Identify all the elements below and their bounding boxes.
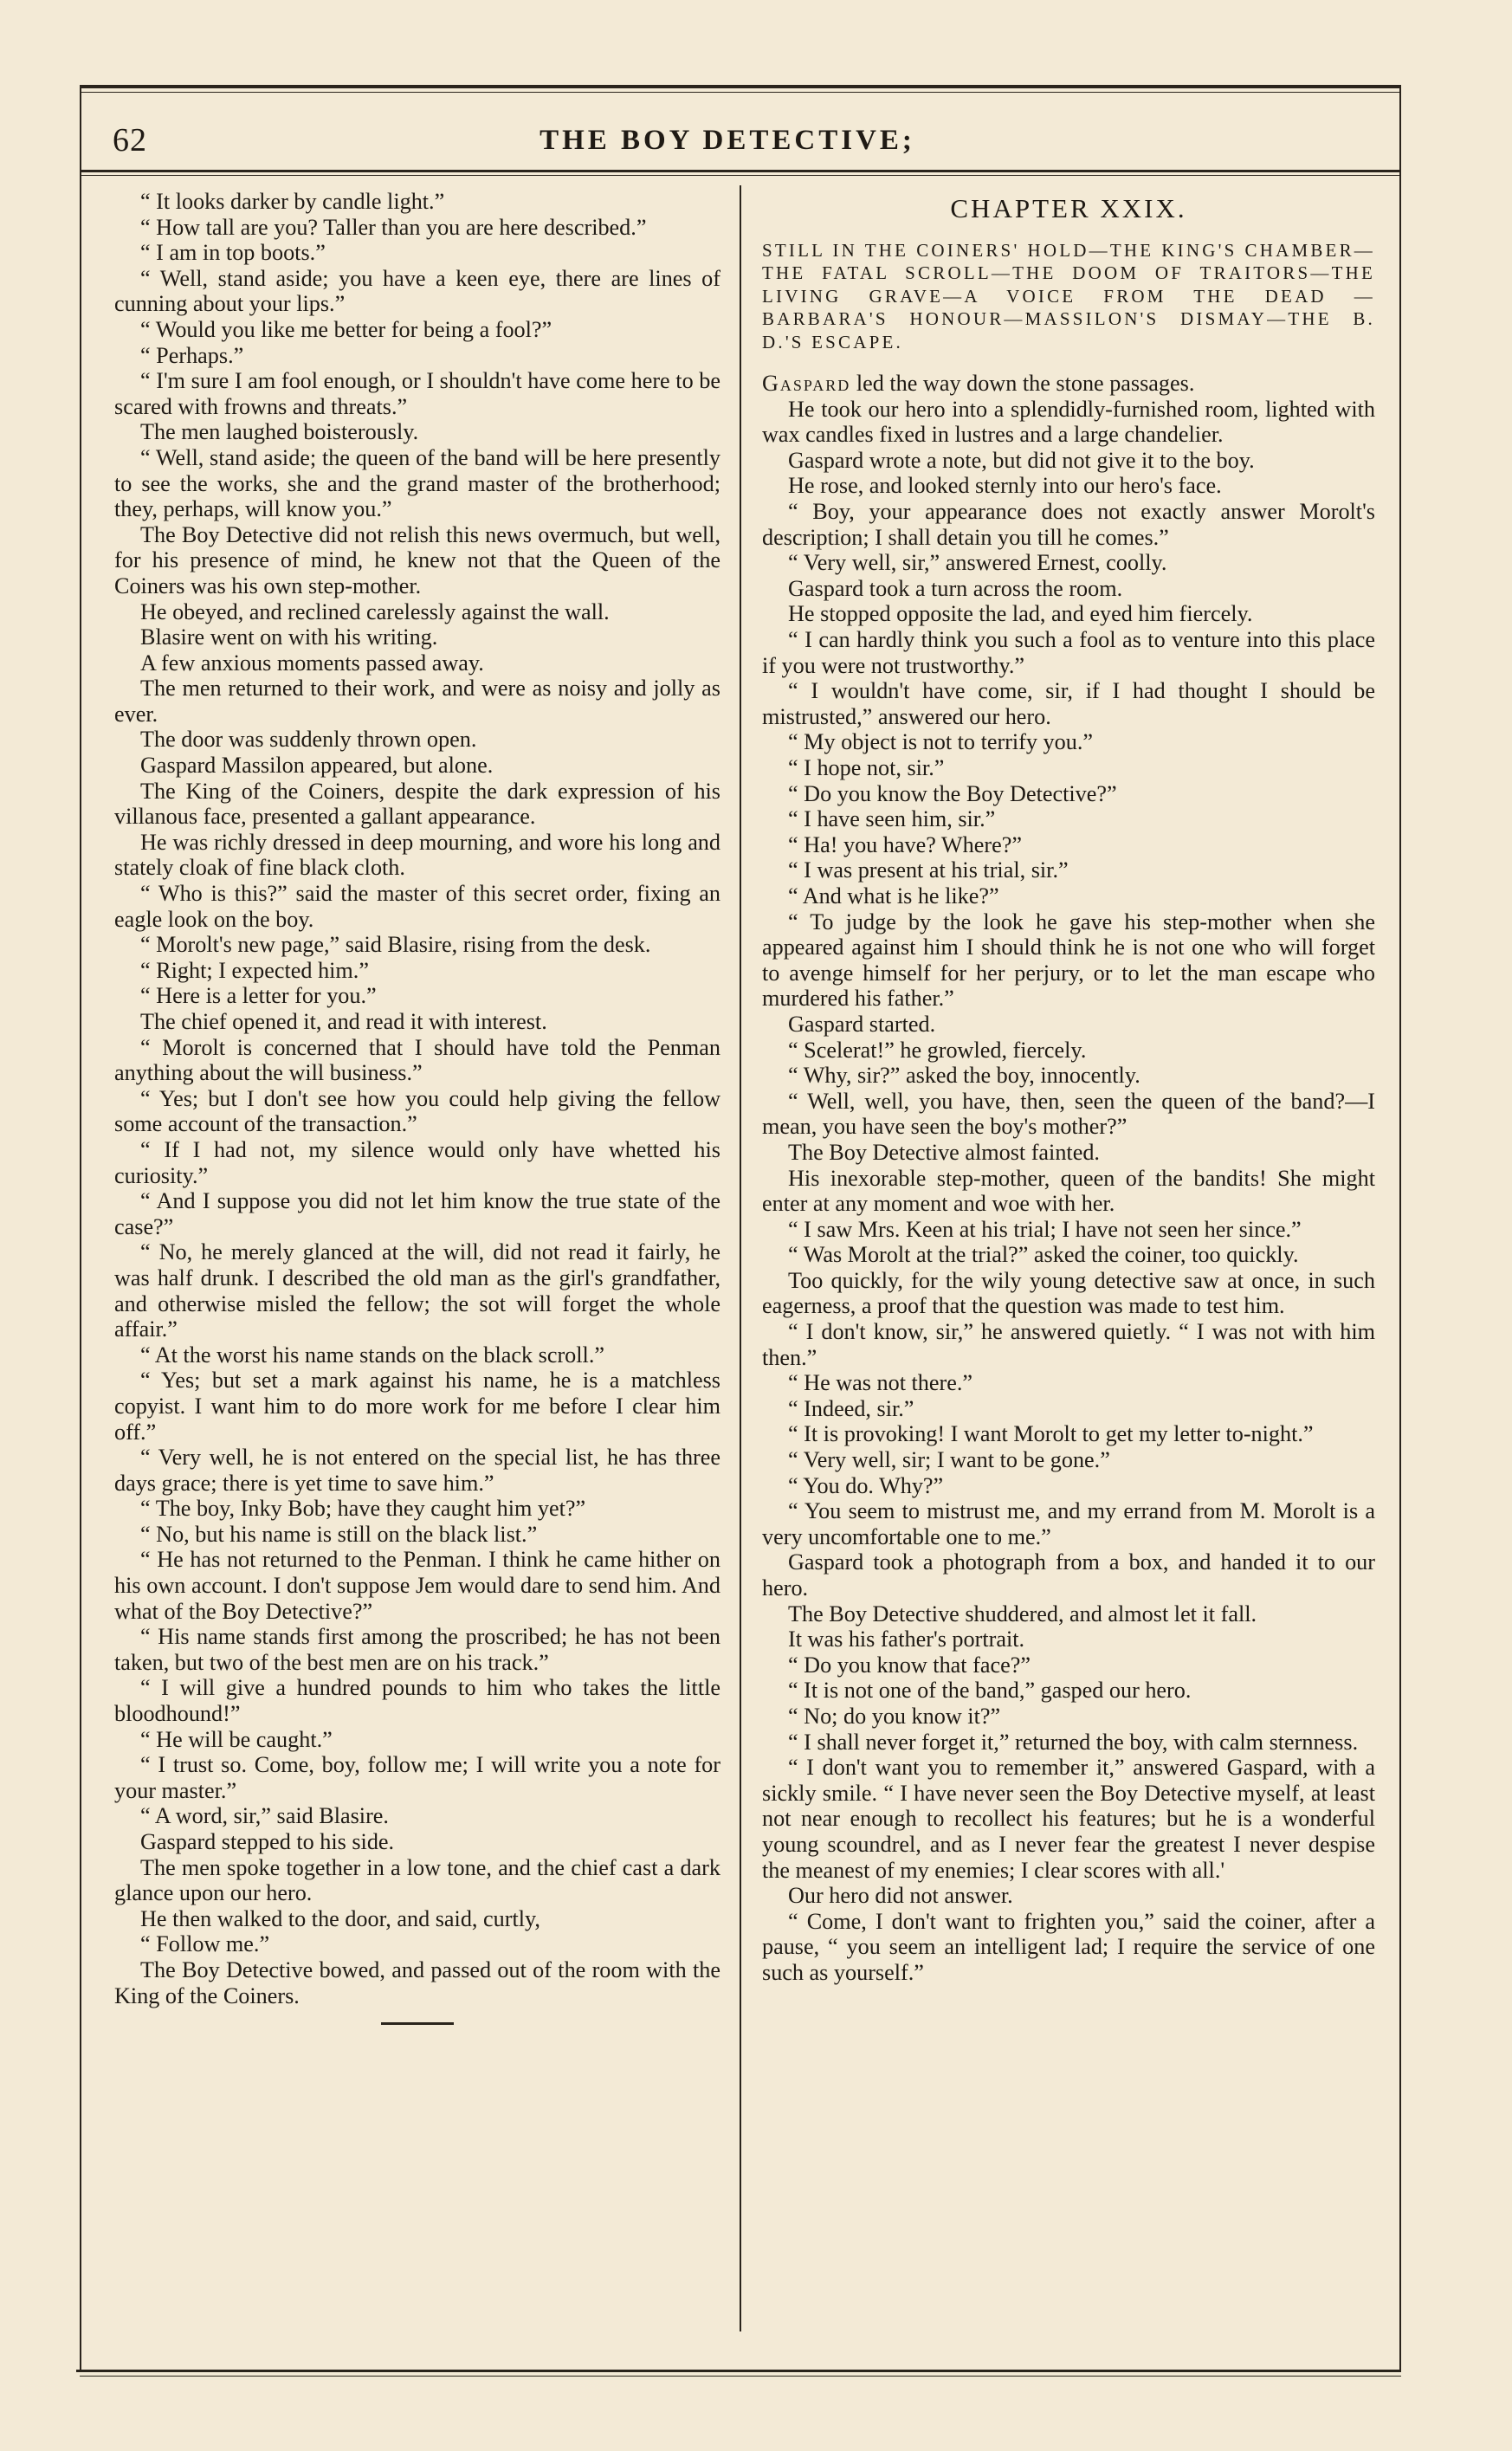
- paragraph: “ I was present at his trial, sir.”: [788, 857, 1069, 883]
- paragraph: “ How tall are you? Taller than you are here described.”: [140, 214, 647, 240]
- paragraph: “ Scelerat!” he growled, fiercely.: [788, 1037, 1087, 1063]
- paragraph: “ It looks darker by candle light.”: [140, 189, 445, 214]
- column-divider: [740, 185, 741, 2331]
- header-rule: [80, 170, 1401, 172]
- paragraph: “ Here is a letter for you.”: [140, 983, 377, 1009]
- paragraph: “ Who is this?” said the master of this secret order, fixing an eagle look on the boy.: [114, 881, 720, 932]
- paragraph: He rose, and looked sternly into our hero's face.: [788, 473, 1222, 499]
- paragraph: Gaspard started.: [788, 1011, 936, 1037]
- paragraph: The men laughed boisterously.: [140, 419, 419, 445]
- paragraph: “ I'm sure I am fool enough, or I shouldn't have come here to be scared with frowns and threats.”: [114, 368, 720, 419]
- paragraph: “ Follow me.”: [140, 1931, 270, 1957]
- paragraph: “ Very well, sir,” answered Ernest, coolly.: [788, 550, 1167, 576]
- paragraph: “ To judge by the look he gave his step-mother when she appeared against him I should think he is not one who will forget to avenge himself for her perjury, or to let the man escape who murdered his father.”: [762, 909, 1375, 1012]
- header-rule-thin: [80, 175, 1401, 176]
- paragraph: “ A word, sir,” said Blasire.: [140, 1803, 389, 1829]
- paragraph: Blasire went on with his writing.: [140, 624, 438, 650]
- paragraph: His inexorable step-mother, queen of the bandits! She might enter at any moment and woe with her.: [762, 1165, 1375, 1217]
- paragraph: “ Yes; but I don't see how you could help giving the fellow some account of the transaction.”: [114, 1085, 720, 1137]
- paragraph: “ Morolt's new page,” said Blasire, rising from the desk.: [140, 932, 651, 958]
- paragraph: “ No, he merely glanced at the will, did not read it fairly, he was half drunk. I described the old man as the girl's grandfather, and otherwise misled the fellow; the sot will forget the whole affair.”: [114, 1239, 720, 1342]
- paragraph: “ Was Morolt at the trial?” asked the coiner, too quickly.: [788, 1242, 1299, 1268]
- paragraph: “ I can hardly think you such a fool as to venture into this place if you were not trustworthy.”: [762, 627, 1375, 678]
- paragraph: “ Boy, your appearance does not exactly answer Morolt's description; I shall detain you till he comes.”: [762, 499, 1375, 550]
- right-column: [762, 192, 1375, 1986]
- paragraph: “ I don't know, sir,” he answered quietly. “ I was not with him then.”: [762, 1319, 1375, 1370]
- paragraph: “ He has not returned to the Penman. I think he came hither on his own account. I don't suppose Jem would dare to send him. And what of the Boy Detective?”: [114, 1547, 720, 1624]
- paragraph: “ Indeed, sir.”: [788, 1395, 914, 1421]
- paragraph: “ Come, I don't want to frighten you,” said the coiner, after a pause, “ you seem an intelligent lad; I require the service of one such as yourself.”: [762, 1908, 1375, 1985]
- paragraph: “ You do. Why?”: [788, 1472, 944, 1498]
- paragraph: “ Right; I expected him.”: [140, 957, 369, 983]
- opening-word: Gaspard: [762, 371, 851, 397]
- paragraph: “ I wouldn't have come, sir, if I had thought I should be mistrusted,” answered our hero.: [762, 678, 1375, 729]
- paragraph: “ And what is he like?”: [788, 883, 999, 909]
- opening-text: led the way down the stone passages.: [850, 371, 1195, 397]
- paragraph: “ Ha! you have? Where?”: [788, 831, 1022, 857]
- paragraph: Gaspard wrote a note, but did not give it to the boy.: [788, 447, 1255, 473]
- left-column: [114, 189, 720, 2025]
- paragraph: “ Do you know the Boy Detective?”: [788, 780, 1117, 806]
- running-head: [87, 121, 1368, 173]
- right-border: [1399, 85, 1401, 2371]
- paragraph: The men returned to their work, and were as noisy and jolly as ever.: [114, 676, 720, 727]
- paragraph: Gaspard took a turn across the room.: [788, 575, 1123, 601]
- paragraph: The chief opened it, and read it with interest.: [140, 1009, 547, 1034]
- paragraph: “ He was not there.”: [788, 1370, 973, 1396]
- paragraph: The door was suddenly thrown open.: [140, 727, 477, 753]
- paragraph: “ I saw Mrs. Keen at his trial; I have not seen her since.”: [788, 1216, 1302, 1242]
- opening-paragraph: [762, 371, 1375, 397]
- paragraph: The Boy Detective almost fainted.: [788, 1139, 1100, 1165]
- paragraph: “ Yes; but set a mark against his name, he is a matchless copyist. I want him to do more work for me before I clear him off.”: [114, 1368, 720, 1445]
- paragraph: “ I am in top boots.”: [140, 240, 326, 266]
- paragraph: “ Would you like me better for being a fool?”: [140, 316, 552, 342]
- paragraph: “ Very well, sir; I want to be gone.”: [788, 1447, 1110, 1473]
- paragraph: The Boy Detective shuddered, and almost let it fall.: [788, 1601, 1257, 1626]
- paragraph: He took our hero into a splendidly-furnished room, lighted with wax candles fixed in lustres and a large chandelier.: [762, 396, 1375, 448]
- paragraph: “ The boy, Inky Bob; have they caught him yet?”: [140, 1496, 586, 1522]
- paragraph: A few anxious moments passed away.: [140, 650, 484, 676]
- paragraph: The Boy Detective did not relish this news overmuch, but well, for his presence of mind, he knew not that the Queen of the Coiners was his own step-mother.: [114, 521, 720, 598]
- paragraph: He then walked to the door, and said, curtly,: [140, 1905, 540, 1931]
- paragraph: “ Morolt is concerned that I should have told the Penman anything about the will business.”: [114, 1034, 720, 1086]
- paragraph: “ I don't want you to remember it,” answered Gaspard, with a sickly smile. “ I have never seen the Boy Detective myself, at least not near enough to recollect his features; but he is a wonderful young scoundrel, and as I never fear the greatest I never despise the meanest of my enemies; I clear scores with all.': [762, 1755, 1375, 1883]
- paragraph: “ You seem to mistrust me, and my errand from M. Morolt is a very uncomfortable one to me.”: [762, 1498, 1375, 1549]
- paragraph: “ I will give a hundred pounds to him who takes the little bloodhound!”: [114, 1675, 720, 1727]
- running-title: THE BOY DETECTIVE;: [540, 125, 915, 156]
- paragraph: “ If I had not, my silence would only have whetted his curiosity.”: [114, 1136, 720, 1188]
- paragraph: “ He will be caught.”: [140, 1726, 333, 1752]
- paragraph: “ No, but his name is still on the black list.”: [140, 1521, 538, 1547]
- paragraph: “ Well, well, you have, then, seen the queen of the band?—I mean, you have seen the boy's mother?”: [762, 1088, 1375, 1140]
- chapter-heading: CHAPTER XXIX.: [950, 193, 1187, 223]
- paragraph: “ I hope not, sir.”: [788, 755, 945, 780]
- paragraph: “ It is not one of the band,” gasped our hero.: [788, 1678, 1192, 1704]
- paragraph: “ Well, stand aside; the queen of the band will be here presently to see the works, she and the grand master of the brotherhood; they, perhaps, will know you.”: [114, 444, 720, 522]
- paragraph: Too quickly, for the wily young detective saw at once, in such eagerness, a proof that the question was made to test him.: [762, 1267, 1375, 1319]
- paragraph: It was his father's portrait.: [788, 1626, 1025, 1652]
- bottom-rule-thin: [80, 2376, 1401, 2377]
- paragraph: Gaspard stepped to his side.: [140, 1829, 395, 1854]
- paragraph: He obeyed, and reclined carelessly against the wall.: [140, 598, 610, 624]
- paragraph: “ My object is not to terrify you.”: [788, 729, 1093, 755]
- paragraph: “ I shall never forget it,” returned the boy, with calm sternness.: [788, 1729, 1359, 1755]
- paragraph: “ And I suppose you did not let him know the true state of the case?”: [114, 1188, 720, 1239]
- paragraph: “ No; do you know it?”: [788, 1703, 1001, 1729]
- paragraph: The Boy Detective bowed, and passed out of the room with the King of the Coiners.: [114, 1956, 720, 2008]
- paragraph: He stopped opposite the lad, and eyed him fiercely.: [788, 601, 1253, 627]
- paragraph: Gaspard Massilon appeared, but alone.: [140, 753, 494, 779]
- paragraph: “ I have seen him, sir.”: [788, 806, 996, 832]
- page-number: 62: [113, 122, 147, 158]
- paragraph: “ It is provoking! I want Morolt to get my letter to-night.”: [788, 1421, 1314, 1447]
- paragraph: “ His name stands first among the proscribed; he has not been taken, but two of the best men are on his track.”: [114, 1624, 720, 1675]
- paragraph: “ Do you know that face?”: [788, 1652, 1031, 1678]
- paragraph: “ Very well, he is not entered on the special list, he has three days grace; there is yet time to save him.”: [114, 1445, 720, 1496]
- paragraph: Our hero did not answer.: [788, 1883, 1013, 1909]
- bottom-rule: [76, 2370, 1401, 2372]
- top-rule-thin: [80, 92, 1401, 93]
- paragraph: He was richly dressed in deep mourning, and wore his long and stately cloak of fine black cloth.: [114, 829, 720, 881]
- top-rule: [80, 85, 1401, 88]
- paragraph: “ Why, sir?” asked the boy, innocently.: [788, 1063, 1140, 1089]
- chapter-summary: STILL IN THE COINERS' HOLD—THE KING'S CHAMBER—THE FATAL SCROLL—THE DOOM OF TRAITORS—THE LIVING GRAVE—A VOICE FROM THE DEAD — BARBARA'S HONOUR—MASSILON'S DISMAY—THE B. D.'S ESCAPE.: [762, 239, 1375, 352]
- paragraph: Gaspard took a photograph from a box, and handed it to our hero.: [762, 1549, 1375, 1601]
- paragraph: The men spoke together in a low tone, and the chief cast a dark glance upon our hero.: [114, 1854, 720, 1906]
- paragraph: “ At the worst his name stands on the black scroll.”: [140, 1342, 604, 1368]
- paragraph: “ Perhaps.”: [140, 342, 244, 368]
- paragraph: “ I trust so. Come, boy, follow me; I will write you a note for your master.”: [114, 1752, 720, 1803]
- paragraph: The King of the Coiners, despite the dark expression of his villanous face, presented a gallant appearance.: [114, 778, 720, 830]
- left-border: [80, 85, 81, 2371]
- section-end-rule: [381, 2022, 454, 2025]
- paragraph: “ Well, stand aside; you have a keen eye, there are lines of cunning about your lips.”: [114, 265, 720, 317]
